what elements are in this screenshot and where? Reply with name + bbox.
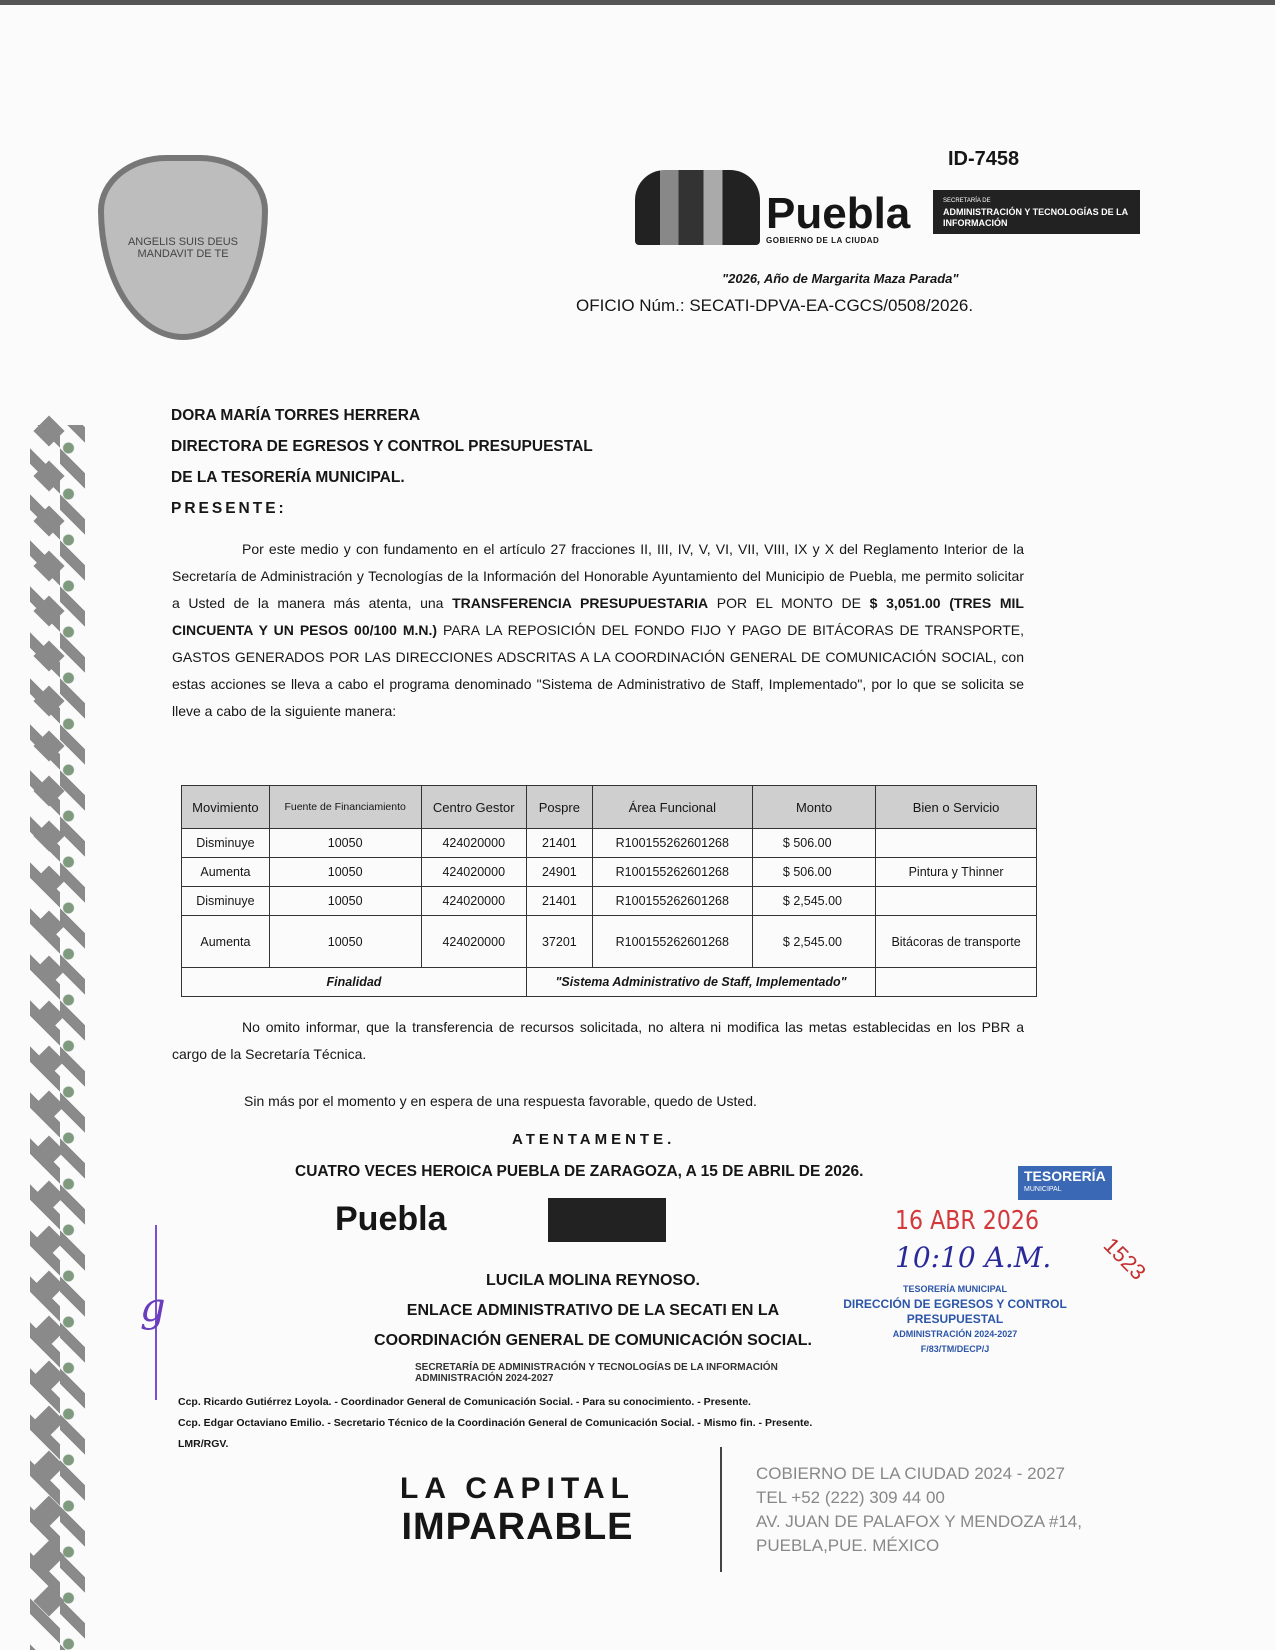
ccp-line: Ccp. Edgar Octaviano Emilio. - Secretario Técnico de la Coordinación General de Comunicación Social. - Mismo fin. - Presente. bbox=[178, 1417, 813, 1429]
tesoreria-badge bbox=[1018, 1166, 1112, 1200]
table-cell: $ 506.00 bbox=[752, 858, 875, 887]
stamp-text: ADMINISTRACIÓN 2024-2027 bbox=[892, 1329, 1018, 1339]
table-cell: 10050 bbox=[269, 887, 421, 916]
secretaria-small: SECRETARÍA DE bbox=[943, 198, 991, 204]
stamp-text: F/83/TM/DECP/J bbox=[920, 1344, 990, 1354]
table-cell: R100155262601268 bbox=[592, 916, 752, 968]
table-row bbox=[182, 858, 1037, 887]
finalidad-row bbox=[182, 968, 1037, 997]
footer-city: PUEBLA,PUE. MÉXICO bbox=[756, 1536, 940, 1555]
secretaria-badge bbox=[930, 190, 1140, 234]
table-cell: 424020000 bbox=[421, 916, 526, 968]
stamp-text: TESORERÍA bbox=[1024, 1168, 1106, 1184]
col-header: Monto bbox=[752, 786, 875, 829]
addressee-title: DIRECTORA DE EGRESOS Y CONTROL PRESUPUESTAL bbox=[171, 438, 593, 455]
amount: $ 3,051.00 (TRES MIL CINCUENTA Y UN PESOS 00/100 M.N.) bbox=[172, 595, 1024, 638]
stamp-text: SECRETARÍA DE ADMINISTRACIÓN Y TECNOLOGÍAS DE LA INFORMACIÓN bbox=[415, 1362, 778, 1373]
paragraph-note: No omito informar, que la transferencia de recursos solicitada, no altera ni modifica las metas establecidas en los PBR a cargo de la Secretaría Técnica. bbox=[172, 1019, 1024, 1062]
addressee-org: DE LA TESORERÍA MUNICIPAL. bbox=[171, 469, 405, 486]
text-bold: TRANSFERENCIA PRESUPUESTARIA bbox=[452, 595, 709, 611]
oficio-number: OFICIO Núm.: SECATI-DPVA-EA-CGCS/0508/2026. bbox=[576, 296, 974, 315]
footer-address: AV. JUAN DE PALAFOX Y MENDOZA #14, bbox=[756, 1512, 1082, 1531]
city-date: CUATRO VECES HEROICA PUEBLA DE ZARAGOZA, A 15 DE ABRIL DE 2026. bbox=[295, 1163, 864, 1180]
logo-word: Puebla bbox=[766, 189, 911, 238]
text: Por este medio y con fundamento en el artículo 27 fracciones II, III, IV, V, VI, VII, VIII, IX y X del Reglamento Interior de la Secretaría de Administración y Tecnologías de la Información del Honorable Ayuntamiento del Municipio de Puebla, me permito solicitar a Usted de la manera más atenta, una bbox=[172, 541, 1024, 611]
table-row bbox=[182, 887, 1037, 916]
text: POR EL MONTO DE bbox=[708, 595, 870, 611]
secati-stamp bbox=[415, 1362, 778, 1384]
signature-logo: Puebla bbox=[335, 1200, 447, 1238]
table-cell: Disminuye bbox=[182, 887, 270, 916]
table-cell: $ 506.00 bbox=[752, 829, 875, 858]
col-header: Centro Gestor bbox=[421, 786, 526, 829]
table-cell: Aumenta bbox=[182, 916, 270, 968]
empty-cell bbox=[876, 968, 1037, 997]
addressee bbox=[171, 400, 593, 524]
col-header: Fuente de Financiamiento bbox=[269, 786, 421, 829]
table-cell: 424020000 bbox=[421, 887, 526, 916]
received-date: 16 ABR 2026 bbox=[895, 1206, 1040, 1236]
transfer-table bbox=[181, 785, 1037, 997]
table-cell: $ 2,545.00 bbox=[752, 916, 875, 968]
stamp-text: ADMINISTRACIÓN 2024-2027 bbox=[415, 1373, 554, 1384]
addressee-name: DORA MARÍA TORRES HERRERA bbox=[171, 407, 421, 424]
table-cell: R100155262601268 bbox=[592, 887, 752, 916]
received-stamp bbox=[820, 1282, 1090, 1357]
year-motto: "2026, Año de Margarita Maza Parada" bbox=[722, 271, 959, 286]
table-cell: Bitácoras de transporte bbox=[876, 916, 1037, 968]
scan-edge bbox=[0, 0, 1275, 5]
table-cell: 21401 bbox=[526, 887, 592, 916]
col-header: Área Funcional bbox=[592, 786, 752, 829]
table-cell bbox=[876, 887, 1037, 916]
slogan-logo bbox=[400, 1470, 635, 1546]
stamp-text: DIRECCIÓN DE EGRESOS Y CONTROL bbox=[843, 1297, 1067, 1311]
footer-contact bbox=[756, 1462, 1082, 1558]
slogan-line: IMPARABLE bbox=[401, 1506, 634, 1548]
secretaria-name: ADMINISTRACIÓN Y TECNOLOGÍAS DE LA INFORMACIÓN bbox=[943, 207, 1128, 228]
atentamente: ATENTAMENTE. bbox=[512, 1131, 676, 1148]
table-row bbox=[182, 916, 1037, 968]
stamp-text: PRESUPUESTAL bbox=[906, 1312, 1004, 1326]
stamp-text: TESORERÍA MUNICIPAL bbox=[902, 1284, 1007, 1294]
ccp-line: Ccp. Ricardo Gutiérrez Loyola. - Coordinador General de Comunicación Social. - Para su conocimiento. - Presente. bbox=[178, 1396, 751, 1408]
logo-sub: GOBIERNO DE LA CIUDAD bbox=[766, 236, 880, 245]
table-cell: Disminuye bbox=[182, 829, 270, 858]
city-seal bbox=[98, 155, 268, 340]
signer-title: ENLACE ADMINISTRATIVO DE LA SECATI EN LA bbox=[406, 1302, 780, 1319]
finalidad-label: Finalidad bbox=[182, 968, 527, 997]
seal-text: ANGELIS SUIS DEUS MANDAVIT DE TE bbox=[127, 235, 239, 260]
signature-stamp-box bbox=[548, 1198, 666, 1242]
signer-block bbox=[358, 1266, 828, 1356]
col-header: Movimiento bbox=[182, 786, 270, 829]
signer-title: COORDINACIÓN GENERAL DE COMUNICACIÓN SOCIAL. bbox=[374, 1332, 812, 1349]
table-cell: 424020000 bbox=[421, 829, 526, 858]
logo-mark-icon bbox=[635, 170, 760, 245]
document-id: ID-7458 bbox=[948, 148, 1020, 170]
footer-tel: TEL +52 (222) 309 44 00 bbox=[756, 1488, 945, 1507]
slogan-line: LA CAPITAL bbox=[400, 1472, 635, 1505]
table-cell: $ 2,545.00 bbox=[752, 887, 875, 916]
paragraph-request bbox=[172, 536, 1024, 725]
table-cell: 424020000 bbox=[421, 858, 526, 887]
signer-name: LUCILA MOLINA REYNOSO. bbox=[486, 1272, 700, 1289]
finalidad-value: "Sistema Administrativo de Staff, Implementado" bbox=[526, 968, 875, 997]
table-cell bbox=[876, 829, 1037, 858]
table-row bbox=[182, 829, 1037, 858]
puebla-logo bbox=[635, 170, 910, 245]
table-cell: 21401 bbox=[526, 829, 592, 858]
col-header: Pospre bbox=[526, 786, 592, 829]
presente: PRESENTE: bbox=[171, 500, 287, 517]
stamp-text: MUNICIPAL bbox=[1024, 1186, 1062, 1193]
table-cell: R100155262601268 bbox=[592, 829, 752, 858]
table-cell: 10050 bbox=[269, 829, 421, 858]
table-cell: Pintura y Thinner bbox=[876, 858, 1037, 887]
table-cell: R100155262601268 bbox=[592, 858, 752, 887]
folio-number: 1523 bbox=[1098, 1232, 1151, 1285]
footer-gov: COBIERNO DE LA CIUDAD 2024 - 2027 bbox=[756, 1464, 1065, 1483]
table-cell: 10050 bbox=[269, 858, 421, 887]
table-cell: 24901 bbox=[526, 858, 592, 887]
table-cell: 37201 bbox=[526, 916, 592, 968]
table-header-row bbox=[182, 786, 1037, 829]
handwritten-initial: g bbox=[140, 1285, 166, 1331]
received-time: 10:10 A.M. bbox=[895, 1241, 1052, 1274]
initials: LMR/RGV. bbox=[178, 1438, 229, 1450]
footer-divider bbox=[720, 1447, 722, 1572]
text: PARA LA REPOSICIÓN DEL FONDO FIJO Y PAGO DE BITÁCORAS DE TRANSPORTE, GASTOS GENERADOS POR LAS DIRECCIONES ADSCRITAS A LA COORDINACIÓN GENERAL DE COMUNICACIÓN SOCIAL, con estas acciones se lleva a cabo el programa denominado "Sistema de Administrativo de Staff, Implementado", por lo que se solicita se lleve a cabo de la siguiente manera: bbox=[172, 622, 1024, 719]
ccp-block bbox=[178, 1392, 812, 1455]
table-cell: 10050 bbox=[269, 916, 421, 968]
col-header: Bien o Servicio bbox=[876, 786, 1037, 829]
table-cell: Aumenta bbox=[182, 858, 270, 887]
paragraph-closing: Sin más por el momento y en espera de una respuesta favorable, quedo de Usted. bbox=[244, 1093, 757, 1109]
